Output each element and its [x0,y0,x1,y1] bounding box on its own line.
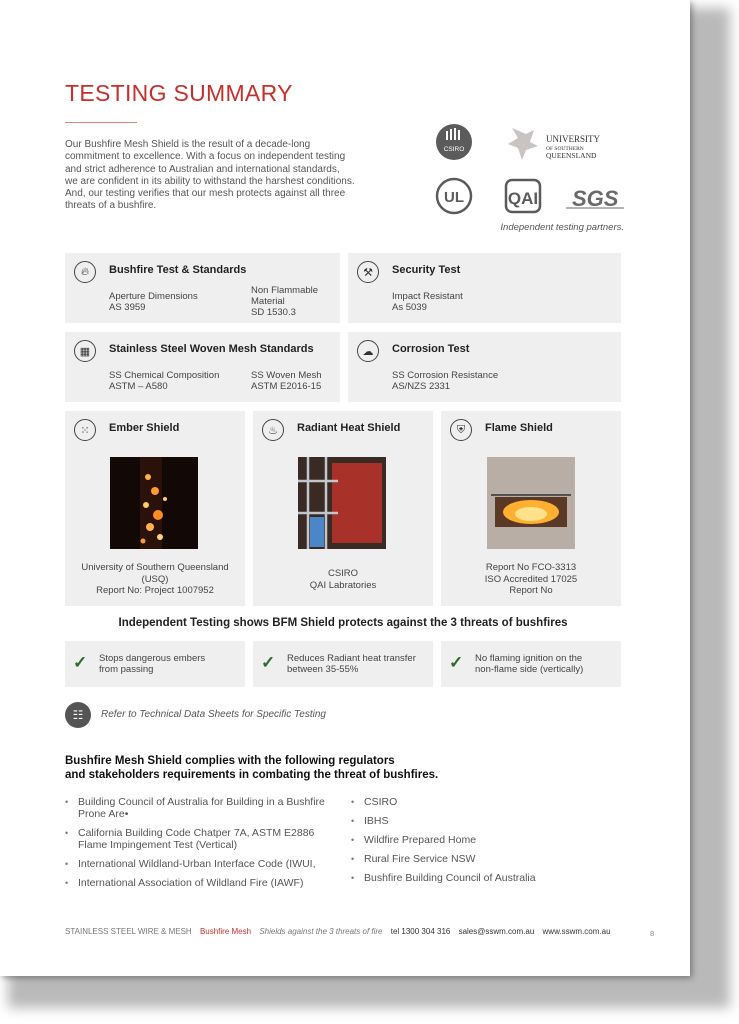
flame-shield-box [441,411,621,606]
ember-shield-box [65,411,245,606]
bushfire-test-col1-line2: AS 3959 [109,302,146,313]
check-embers-line1: Stops dangerous embers [99,653,206,664]
flame-shield-title: Flame Shield [485,422,553,434]
corrosion-test-title: Corrosion Test [392,343,470,355]
footer-tagline: Shields against the 3 threats of fire [259,927,383,936]
ember-caption-line2: (USQ) [141,573,169,585]
radiant-caption-line1: CSIRO [327,568,359,579]
csiro-logo-text: CSIRO [443,146,465,153]
stainless-mesh-title: Stainless Steel Woven Mesh Standards [109,343,314,355]
list-item: • CSIRO [351,796,611,808]
ember-caption-line1: University of Southern Queensland [81,562,229,573]
sgs-logo-text: SGS [572,186,619,211]
usq-logo-line2: OF SOUTHERN [546,146,584,152]
stainless-mesh-col1 [109,370,219,392]
list-item: • International Association of Wildland Fire (IAWF) [65,877,350,889]
list-item: • Building Council of Australia for Building in a Bushfire Prone Are• [65,796,350,820]
list-item: • International Wildland-Urban Interface Code (IWUI, [65,858,350,870]
ul-logo-text: UL [444,189,464,206]
checkmark-icon: ✓ [73,653,88,672]
list-item: • Bushfire Building Council of Australia [351,872,611,884]
radiant-test-photo [298,457,386,549]
document-search-icon: ☷ [65,702,91,728]
footer-brand: Bushfire Mesh [199,927,252,936]
refer-text: Refer to Technical Data Sheets for Specific Testing [101,709,326,720]
check-text [475,653,583,675]
security-test-line1: Impact Resistant [392,291,463,302]
stainless-mesh-col2 [251,370,322,392]
ember-caption-line3: Report No: Project 1007952 [96,585,214,596]
radiant-caption-line2: QAI Labratories [309,579,377,591]
security-test-title: Security Test [392,264,461,276]
qai-logo-text: QAI [507,189,539,208]
ember-shield-caption [65,562,245,597]
regulators-list-right [351,796,611,891]
radiant-heat-shield-caption [253,568,433,591]
regulators-heading-line2: and stakeholders requirements in combating the threat of bushfires. [65,769,439,781]
stainless-mesh-box [65,332,340,402]
check-embers-line2: from passing [99,664,154,675]
check-flame-line1: No flaming ignition on the [475,653,583,664]
usq-logo-line1: UNIVERSITY [546,134,600,144]
rain-cloud-icon: ☁ [357,340,379,362]
stainless-mesh-col1-line2: ASTM – A580 [109,381,168,392]
bushfire-test-col2 [251,285,318,318]
security-test-values [392,291,463,313]
check-item-embers [65,641,245,687]
check-item-flame [441,641,621,687]
security-test-line2: As 5039 [392,302,427,313]
check-item-radiant [253,641,433,687]
flame-caption-line1: Report No FCO-3313 [485,562,577,573]
radiant-heat-shield-box [253,411,433,606]
flame-caption-line2: ISO Accredited 17025 [484,573,578,585]
corrosion-test-line2: AS/NZS 2331 [392,381,451,392]
checkmark-icon: ✓ [261,653,276,672]
check-flame-line2: non-flame side (vertically) [475,664,584,675]
corrosion-test-line1: SS Corrosion Resistance [392,370,499,381]
regulators-list-left [65,796,350,896]
footer-email: sales@sswm.com.au [458,927,535,936]
radiant-heat-icon: ♨ [262,419,284,441]
bushfire-test-col2-line1: Non Flammable [251,285,319,296]
check-text [287,653,416,675]
regulators-heading [65,754,485,782]
bushfire-test-col2-line3: SD 1530.3 [251,307,296,318]
footer-website: www.sswm.com.au [542,927,611,936]
sgs-logo [566,186,624,211]
qai-logo [506,180,540,212]
bushfire-test-col1-line1: Aperture Dimensions [109,291,198,302]
page-number: 8 [650,929,655,938]
intro-paragraph: Our Bushfire Mesh Shield is the result of a decade-long commitment to excellence. With a focus on independent testing and strict adherence to Australian and international standards, we are confident in its ability to withstand the harshest conditions. And, our testing verifies that our mesh protects against all three threats of a bushfire. [65,139,355,212]
flame-icon: 🔥︎ [74,261,96,283]
ember-test-photo [110,457,198,549]
usq-logo-line3: QUEENSLAND [546,151,597,160]
stainless-mesh-col2-line2: ASTM E2016-15 [251,381,322,392]
ember-shield-title: Ember Shield [109,422,180,434]
ember-dots-icon: ⁙ [74,419,96,441]
list-item: • IBHS [351,815,611,827]
partner-logos [430,120,630,230]
radiant-heat-shield-title: Radiant Heat Shield [297,422,401,434]
flame-shield-icon: ⛨ [450,419,472,441]
bushfire-test-title: Bushfire Test & Standards [109,264,247,276]
partners-caption: Independent testing partners. [500,222,624,233]
check-radiant-line2: between 35-55% [287,664,359,675]
check-radiant-line1: Reduces Radiant heat transfer [287,653,416,664]
flame-shield-caption [441,562,621,597]
corrosion-test-box [348,332,621,402]
mesh-frame-icon: ▦ [74,340,96,362]
flame-test-photo [487,457,575,549]
list-item: • Wildfire Prepared Home [351,834,611,846]
check-text [99,653,205,675]
page-footer [65,927,660,936]
bushfire-test-col2-line2: Material [251,296,285,307]
ul-logo [437,179,471,213]
threats-heading: Independent Testing shows BFM Shield protects against the 3 threats of bushfires [118,617,568,629]
footer-phone: tel 1300 304 316 [390,927,451,936]
bushfire-test-box [65,253,340,323]
stainless-mesh-col1-line1: SS Chemical Composition [109,370,220,381]
hammer-icon: ⚒ [357,261,379,283]
page-title: TESTING SUMMARY [65,80,293,106]
corrosion-test-values [392,370,498,392]
list-item: • California Building Code Chatper 7A, ASTM E2886 Flame Impingement Test (Vertical) [65,827,350,851]
footer-company: STAINLESS STEEL WIRE & MESH [65,927,192,936]
flame-caption-line3: Report No [509,585,553,596]
list-item: • Rural Fire Service NSW [351,853,611,865]
usq-logo [508,128,600,160]
security-test-box [348,253,621,323]
regulators-heading-line1: Bushfire Mesh Shield complies with the following regulators [65,755,395,767]
csiro-logo [436,124,472,160]
checkmark-icon: ✓ [449,653,464,672]
stainless-mesh-col2-line1: SS Woven Mesh [251,370,322,381]
bushfire-test-col1 [109,291,198,313]
title-underline [65,122,137,123]
